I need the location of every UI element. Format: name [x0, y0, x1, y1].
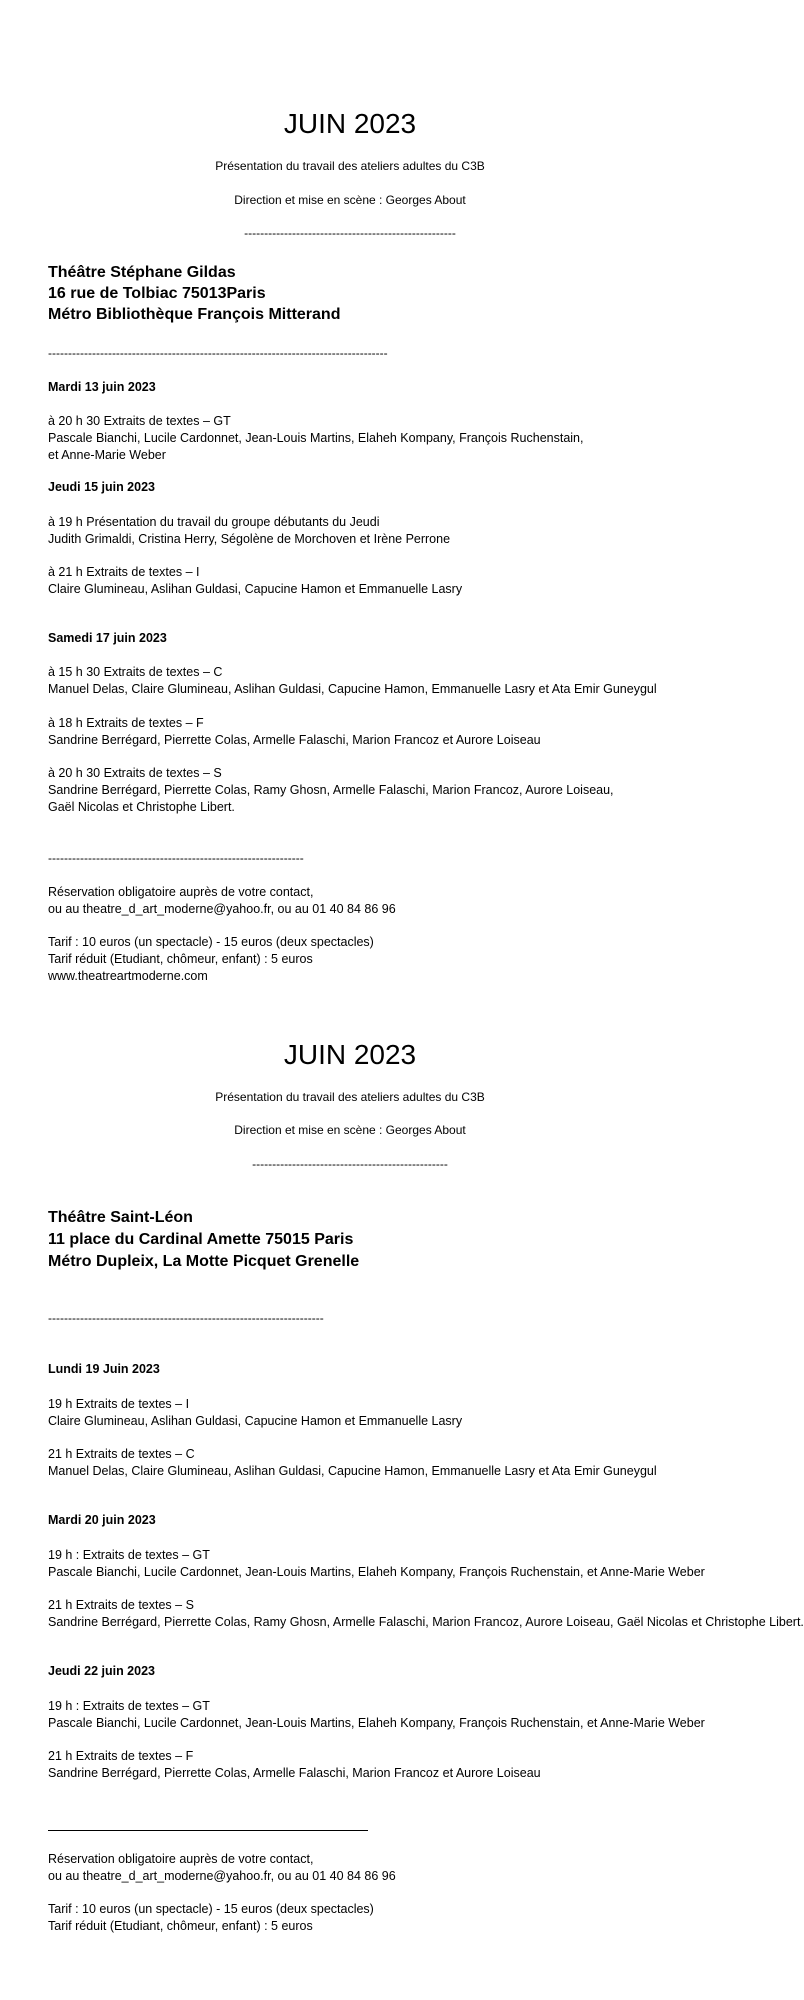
section1-mid-dashes: ---------------------------------------------------------------- — [48, 851, 304, 865]
section2-day1-slot1-line1: 19 h Extraits de textes – I — [48, 1397, 190, 1411]
section1-day3-slot1-line2: Manuel Delas, Claire Glumineau, Aslihan Guldasi, Capucine Hamon, Emmanuelle Lasry et Ata Emir Guneygul — [48, 682, 657, 696]
section1-tarif-line2: Tarif réduit (Etudiant, chômeur, enfant) : 5 euros — [48, 952, 313, 966]
section2-reservation-line1: Réservation obligatoire auprès de votre contact, — [48, 1852, 314, 1866]
section2-day2-slot1-line2: Pascale Bianchi, Lucile Cardonnet, Jean-Louis Martins, Elaheh Kompany, François Ruchenstain, et Anne-Marie Weber — [48, 1565, 705, 1579]
section1-direction: Direction et mise en scène : Georges About — [234, 193, 466, 207]
section2-day2-date: Mardi 20 juin 2023 — [48, 1513, 156, 1527]
section1-day3-slot2-line1: à 18 h Extraits de textes – F — [48, 716, 204, 730]
section1-day3-slot3-line2: Sandrine Berrégard, Pierrette Colas, Ramy Ghosn, Armelle Falaschi, Marion Francoz, Aurore Loiseau, — [48, 783, 614, 797]
section2-tarif-line1: Tarif : 10 euros (un spectacle) - 15 euros (deux spectacles) — [48, 1902, 374, 1916]
section2-reservation-line2: ou au theatre_d_art_moderne@yahoo.fr, ou au 01 40 84 86 96 — [48, 1869, 396, 1883]
section1-reservation-line2: ou au theatre_d_art_moderne@yahoo.fr, ou au 01 40 84 86 96 — [48, 902, 396, 916]
section2-long-dashes: --------------------------------------------------------------------- — [48, 1311, 324, 1325]
section1-day2-slot1-line2: Judith Grimaldi, Cristina Herry, Ségolène de Morchoven et Irène Perrone — [48, 532, 451, 546]
section1-day3-slot1-line1: à 15 h 30 Extraits de textes – C — [48, 665, 223, 679]
section1-day3-slot3-line3: Gaël Nicolas et Christophe Libert. — [48, 800, 235, 814]
section1-day1-date: Mardi 13 juin 2023 — [48, 380, 156, 394]
section1-website: www.theatreartmoderne.com — [48, 969, 208, 983]
section2-day1-slot2-line2: Manuel Delas, Claire Glumineau, Aslihan Guldasi, Capucine Hamon, Emmanuelle Lasry et Ata Emir Guneygul — [48, 1464, 657, 1478]
section2-day2-slot1-line1: 19 h : Extraits de textes – GT — [48, 1548, 210, 1562]
section2-day2-slot2-line1: 21 h Extraits de textes – S — [48, 1598, 194, 1612]
section2-day3-date: Jeudi 22 juin 2023 — [48, 1664, 155, 1678]
section1-venue-metro: Métro Bibliothèque François Mitterand — [48, 306, 341, 323]
section1-venue-address: 16 rue de Tolbiac 75013Paris — [48, 285, 266, 302]
section1-day3-slot3-line1: à 20 h 30 Extraits de textes – S — [48, 766, 222, 780]
section2-direction: Direction et mise en scène : Georges About — [234, 1123, 466, 1137]
section2-day3-slot2-line2: Sandrine Berrégard, Pierrette Colas, Armelle Falaschi, Marion Francoz et Aurore Loiseau — [48, 1766, 541, 1780]
section2-day1-date: Lundi 19 Juin 2023 — [48, 1362, 160, 1376]
section2-day2-slot2-line2: Sandrine Berrégard, Pierrette Colas, Ramy Ghosn, Armelle Falaschi, Marion Francoz, Aurore Loiseau, Gaël Nicolas et Christophe Libert. — [48, 1615, 804, 1629]
section2-venue-name: Théâtre Saint-Léon — [48, 1209, 193, 1226]
section1-short-dashes: ----------------------------------------------------- — [244, 226, 456, 240]
section1-subtitle: Présentation du travail des ateliers adultes du C3B — [215, 159, 485, 173]
section2-day3-slot1-line1: 19 h : Extraits de textes – GT — [48, 1699, 210, 1713]
section1-title: JUIN 2023 — [283, 108, 417, 139]
section1-day2-slot2-line1: à 21 h Extraits de textes – I — [48, 565, 200, 579]
section1-day3-date: Samedi 17 juin 2023 — [48, 631, 167, 645]
section1-day2-slot2-line2: Claire Glumineau, Aslihan Guldasi, Capucine Hamon et Emmanuelle Lasry — [48, 582, 463, 596]
section1-day2-slot1-line1: à 19 h Présentation du travail du groupe débutants du Jeudi — [48, 515, 380, 529]
section1-day3-slot2-line2: Sandrine Berrégard, Pierrette Colas, Armelle Falaschi, Marion Francoz et Aurore Loiseau — [48, 733, 541, 747]
section2-day1-slot2-line1: 21 h Extraits de textes – C — [48, 1447, 195, 1461]
section1-day2-date: Jeudi 15 juin 2023 — [48, 480, 155, 494]
section1-tarif-line1: Tarif : 10 euros (un spectacle) - 15 euros (deux spectacles) — [48, 935, 374, 949]
section2-horizontal-rule — [48, 1830, 368, 1831]
section2-venue-metro: Métro Dupleix, La Motte Picquet Grenelle — [48, 1253, 360, 1270]
section2-tarif-line2: Tarif réduit (Etudiant, chômeur, enfant) : 5 euros — [48, 1919, 313, 1933]
section1-day1-slot1-line3: et Anne-Marie Weber — [48, 448, 166, 462]
section1-day1-slot1-line2: Pascale Bianchi, Lucile Cardonnet, Jean-Louis Martins, Elaheh Kompany, François Ruchenstain, — [48, 431, 584, 445]
section2-day3-slot2-line1: 21 h Extraits de textes – F — [48, 1749, 194, 1763]
section1-long-dashes: ------------------------------------------------------------------------------------- — [48, 346, 388, 360]
section1-venue-name: Théâtre Stéphane Gildas — [48, 264, 236, 281]
section2-subtitle: Présentation du travail des ateliers adultes du C3B — [215, 1090, 485, 1104]
section2-day1-slot1-line2: Claire Glumineau, Aslihan Guldasi, Capucine Hamon et Emmanuelle Lasry — [48, 1414, 463, 1428]
section2-title: JUIN 2023 — [283, 1039, 417, 1070]
section2-short-dashes: ------------------------------------------------- — [252, 1157, 448, 1171]
section2-venue-address: 11 place du Cardinal Amette 75015 Paris — [48, 1231, 354, 1248]
section1-day1-slot1-line1: à 20 h 30 Extraits de textes – GT — [48, 414, 231, 428]
section1-reservation-line1: Réservation obligatoire auprès de votre contact, — [48, 885, 314, 899]
section2-day3-slot1-line2: Pascale Bianchi, Lucile Cardonnet, Jean-Louis Martins, Elaheh Kompany, François Ruchenstain, et Anne-Marie Weber — [48, 1716, 705, 1730]
